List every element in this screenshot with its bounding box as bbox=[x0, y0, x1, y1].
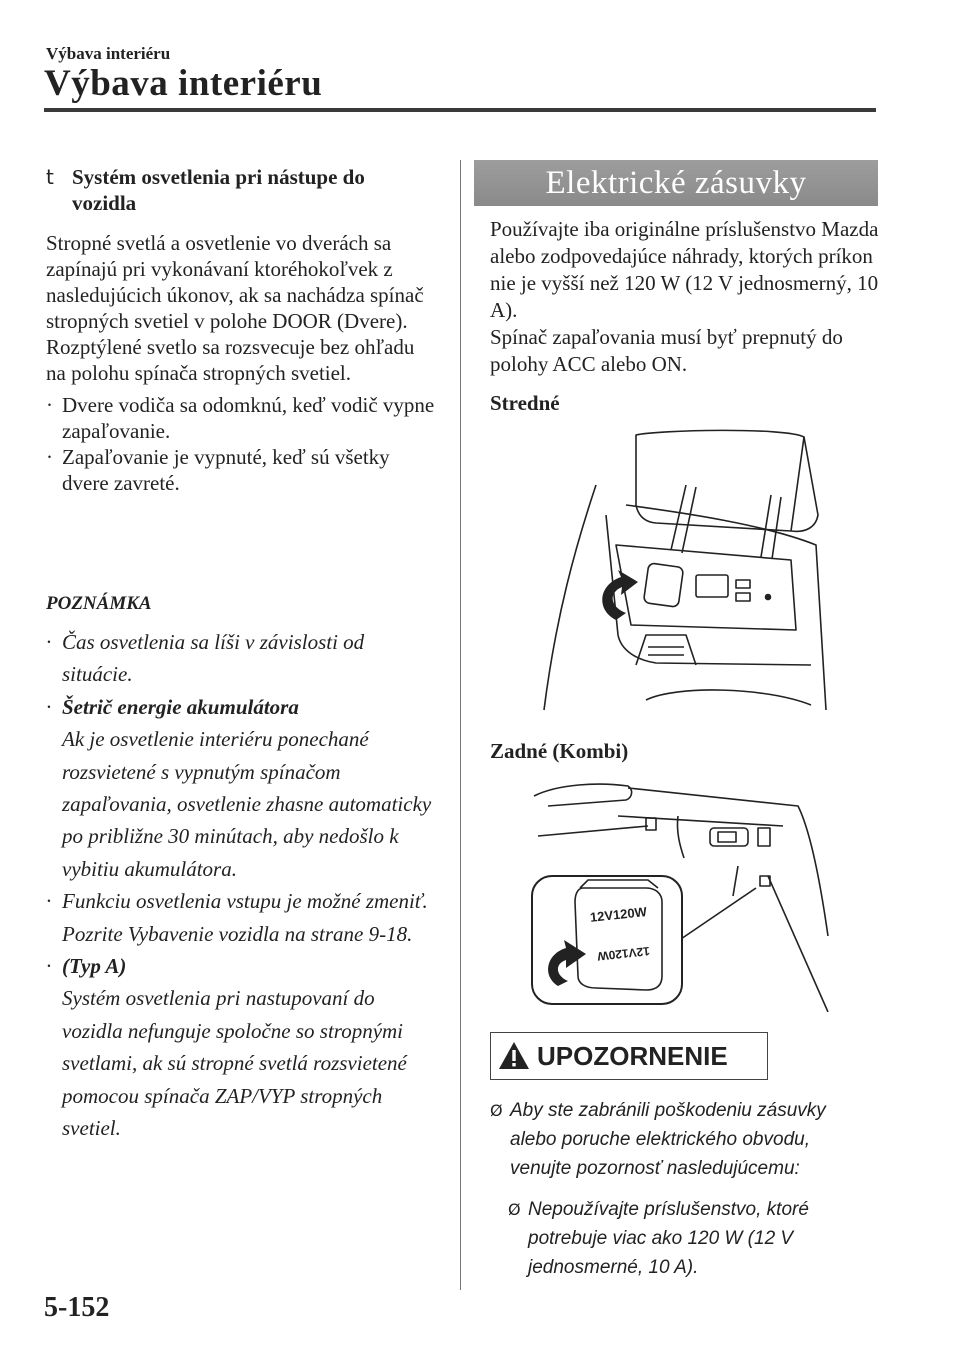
caution-text: Aby ste zabránili poškodeniu zásuvky alebo poruche elektrického obvodu, venujte pozornosť nasledujúcemu: bbox=[510, 1100, 826, 1179]
warning-triangle-icon bbox=[491, 1033, 537, 1079]
list-item-text: Dvere vodiča sa odomknú, keď vodič vypne zapaľovanie. bbox=[62, 393, 435, 443]
left-body bbox=[46, 230, 436, 496]
list-item-text: Zapaľovanie je vypnuté, keď sú všetky dvere zavreté. bbox=[62, 445, 390, 495]
arrow-bullet-icon: Ø bbox=[508, 1200, 521, 1219]
note-text: Systém osvetlenia pri nastupovaní do vozidla nefunguje spoločne so stropnými svetlami, ak sú stropné svetlá rozsvietené pomocou spínača ZAP/VYP stropných svetiel. bbox=[62, 986, 407, 1141]
breadcrumb: Výbava interiéru bbox=[46, 44, 171, 63]
note-text: Funkciu osvetlenia vstupu je možné zmeniť. bbox=[62, 889, 428, 914]
ignition-paragraph: Spínač zapaľovania musí byť prepnutý do polohy ACC alebo ON. bbox=[490, 325, 843, 376]
socket-label-inverted: 12V120W bbox=[596, 943, 651, 964]
bullet-icon: · bbox=[46, 954, 52, 979]
note-subtitle: Šetrič energie akumulátora bbox=[62, 694, 299, 719]
usage-paragraph: Používajte iba originálne príslušenstvo Mazda alebo zodpovedajúce náhrady, ktorých príkon nie je vyšší než 120 W (12 V jednosmerný, 10 A). bbox=[490, 217, 879, 322]
page-title: Výbava interiéru bbox=[44, 63, 323, 104]
section-banner: Elektrické zásuvky bbox=[474, 160, 878, 206]
note-text: Čas osvetlenia sa líši v závislosti od situácie. bbox=[62, 630, 365, 687]
right-body bbox=[490, 216, 880, 378]
condition-list bbox=[46, 392, 436, 496]
note-text: Ak je osvetlenie interiéru ponechané rozsvietené s vypnutým spínačom zapaľovania, osvetlenie zhasne automaticky po približne 30 minútach, aby nedošlo k vybitiu akumulátora. bbox=[62, 727, 432, 881]
note-item bbox=[46, 885, 436, 950]
caution-box bbox=[490, 1032, 768, 1080]
page-reference: Pozrite Vybavenie vozidla na strane 9-18. bbox=[62, 921, 413, 946]
note-list bbox=[46, 626, 436, 1145]
bullet-icon: · bbox=[46, 889, 52, 914]
note-item bbox=[46, 691, 436, 885]
caution-content bbox=[490, 1096, 870, 1282]
center-console-illustration bbox=[536, 425, 836, 720]
page-number: 5-152 bbox=[44, 1292, 110, 1323]
section-marker-icon: t bbox=[46, 165, 54, 189]
subheading-rear: Zadné (Kombi) bbox=[490, 739, 629, 763]
arrow-bullet-icon: Ø bbox=[490, 1101, 503, 1120]
bullet-icon: · bbox=[46, 694, 52, 719]
note-subtitle: (Typ A) bbox=[62, 954, 127, 979]
caution-text: Nepoužívajte príslušenstvo, ktoré potrebuje viac ako 120 W (12 V jednosmerné, 10 A). bbox=[528, 1199, 809, 1278]
bullet-icon: · bbox=[46, 393, 53, 417]
note-item bbox=[46, 950, 436, 1144]
note-title: POZNÁMKA bbox=[46, 593, 152, 614]
intro-paragraph-1: Stropné svetlá a osvetlenie vo dverách sa zapínajú pri vykonávaní ktoréhokoľvek z nasledujúcich úkonov, ak sa nachádza spínač stropných svetiel v polohe DOOR (Dvere). bbox=[46, 231, 424, 333]
title-rule bbox=[44, 108, 876, 112]
section-heading-text: Systém osvetlenia pri nástupe do vozidla bbox=[72, 165, 365, 215]
caution-title: UPOZORNENIE bbox=[537, 1040, 728, 1071]
list-item bbox=[46, 392, 436, 444]
subheading-center: Stredné bbox=[490, 391, 560, 415]
bullet-icon: · bbox=[46, 445, 53, 469]
bullet-icon: · bbox=[46, 630, 52, 654]
rear-socket-illustration bbox=[528, 776, 838, 1012]
column-divider bbox=[460, 160, 461, 1290]
caution-item bbox=[490, 1096, 870, 1183]
socket-label: 12V120W bbox=[589, 904, 648, 925]
caution-item bbox=[490, 1195, 870, 1282]
section-heading bbox=[46, 164, 436, 216]
note-item bbox=[46, 626, 436, 691]
list-item bbox=[46, 444, 436, 496]
intro-paragraph-2: Rozptýlené svetlo sa rozsvecuje bez ohľadu na polohu spínača stropných svetiel. bbox=[46, 335, 415, 385]
